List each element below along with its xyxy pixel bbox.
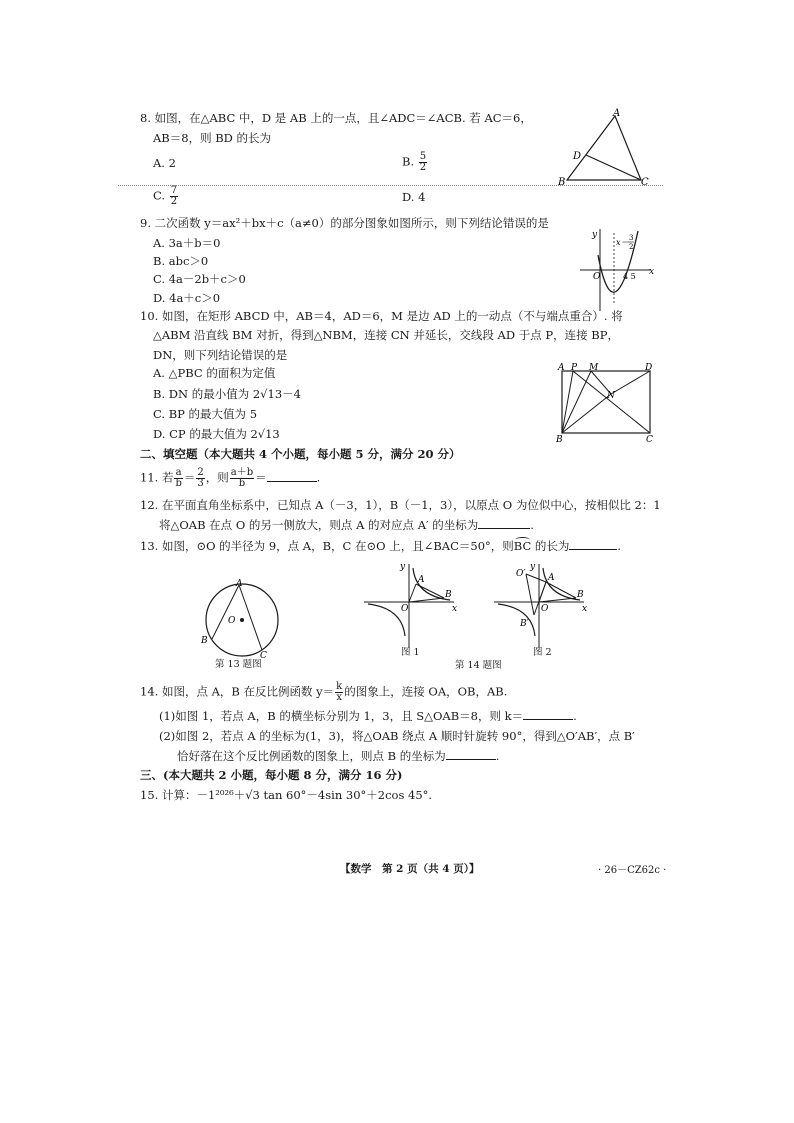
section-2-heading: 二、填空题（本大题共 4 个小题，每小题 5 分，满分 20 分）	[140, 447, 461, 461]
q9-label-origin: O	[593, 272, 601, 282]
q14-part2-answer-blank[interactable]	[446, 759, 496, 760]
q13-label-o: O	[228, 616, 236, 626]
q10-line3: DN，则下列结论错误的是	[153, 348, 288, 362]
q9-option-a: A. 3a＋b＝0	[153, 236, 221, 250]
q10-option-d: D. CP 的最大值为 2√13	[153, 427, 280, 441]
q12-line2: 将△OAB 在点 O 的另一侧放大，则点 A 的对应点 A′ 的坐标为 .	[159, 518, 534, 532]
q9-axis-label: x＝	[616, 238, 629, 247]
fig2-label-x: x	[582, 604, 588, 614]
q14-figure-1	[360, 560, 460, 652]
q15-line: 15. 计算：－1²⁰²⁶＋√3 tan 60°－4sin 30°＋2cos 45°.	[140, 788, 433, 802]
q13-line: 13. 如图，⊙O 的半径为 9，点 A，B，C 在⊙O 上，且∠BAC＝50°，则BC 的长为 .	[140, 539, 622, 553]
fig2-label-b-prime: B′	[520, 619, 529, 629]
fig1-label-a: A	[418, 575, 425, 585]
q10-option-c: C. BP 的最大值为 5	[153, 407, 258, 421]
q8-line1: 8. 如图，在△ABC 中，D 是 AB 上的一点，且∠ADC＝∠ACB. 若 AC＝6，	[140, 111, 532, 125]
q14-part1: (1)如图 1，若点 A，B 的横坐标分别为 1，3，且 S△OAB＝8，则 k＝ .	[159, 709, 577, 723]
q8-label-c: C	[641, 177, 649, 188]
q14-figure-caption: 第 14 题图	[455, 660, 502, 671]
q8-option-c: C. $\frac{7}{2}$	[153, 185, 178, 207]
q10-line1: 10. 如图，在矩形 ABCD 中，AB＝4，AD＝6，M 是边 AD 上的一动点（不与端点重合）. 将	[140, 309, 623, 323]
q9-option-b: B. abc＞0	[153, 254, 209, 268]
q13-answer-blank[interactable]	[569, 549, 617, 550]
q10-rectangle-figure	[553, 362, 658, 442]
q12-line1: 12. 在平面直角坐标系中，已知点 A（－3，1），B（－1，3），以原点 O 为位似中心，按相似比 2：1	[140, 498, 661, 512]
fig2-label-b: B	[577, 590, 584, 600]
q13-label-b: B	[201, 636, 208, 646]
fig1-caption: 图 1	[401, 647, 420, 658]
q13-circle-figure	[196, 575, 288, 660]
q9-tick-labels: 4 5	[623, 272, 636, 281]
fig2-label-a: A	[548, 573, 555, 583]
q13-figure-caption: 第 13 题图	[215, 659, 262, 670]
q10-label-n: N	[607, 391, 615, 401]
q9-parabola-figure	[578, 225, 658, 315]
footer-page-info: 【数学 第 2 页（共 4 页）】	[340, 863, 480, 875]
fig1-label-o: O	[401, 604, 409, 614]
q14-part2-line1: (2)如图 2，若点 A 的坐标为(1，3)，将△OAB 绕点 A 顺时针旋转 90°，得到△O′AB′，点 B′	[159, 729, 635, 743]
q14-part1-answer-blank[interactable]	[523, 719, 573, 720]
q10-label-c: C	[646, 435, 653, 442]
q11-answer-blank[interactable]	[267, 481, 317, 482]
q9-axis-num: 3	[629, 234, 634, 242]
fig1-label-y: y	[400, 562, 406, 572]
fig2-label-y: y	[530, 562, 536, 572]
q8-line2: AB＝8，则 BD 的长为	[153, 131, 272, 145]
q10-label-p: P	[571, 363, 578, 373]
q10-option-a: A. △PBC 的面积为定值	[153, 366, 276, 380]
q8-label-a: A	[613, 108, 621, 119]
q9-axis-den: 2	[629, 243, 634, 251]
q8-option-b: B. $\frac{5}{2}$	[402, 151, 427, 173]
footer-code: · 26－CZ62c ·	[598, 865, 667, 876]
fig2-caption: 图 2	[533, 647, 552, 658]
q8-triangle-figure	[555, 108, 655, 188]
q9-option-d: D. 4a＋c＞0	[153, 291, 221, 305]
q13-label-a: A	[236, 579, 243, 589]
q8-label-d: D	[573, 151, 582, 162]
q10-label-b: B	[556, 435, 563, 442]
fig2-label-o: O	[541, 604, 549, 614]
q10-label-m: M	[589, 363, 599, 373]
q14-figure-2	[490, 560, 590, 652]
q10-label-d: D	[645, 363, 653, 373]
q9-option-c: C. 4a－2b＋c＞0	[153, 272, 246, 286]
q14-line1: 14. 如图，点 A，B 在反比例函数 y＝ $\frac{k}{x}$ 的图象上，连接 OA，OB，AB.	[140, 681, 508, 703]
q13-label-c: C	[260, 651, 267, 660]
q10-option-b: B. DN 的最小值为 2√13－4	[153, 387, 301, 401]
q8-option-a: A. 2	[153, 156, 176, 170]
q12-answer-blank[interactable]	[478, 528, 530, 529]
q11-line: 11. 若 $\frac{a}{b}$ ＝ $\frac{2}{3}$ ，则 $\frac{a+b}{b}$ ＝ .	[140, 467, 321, 489]
q9-line1: 9. 二次函数 y＝ax²＋bx＋c（a≠0）的部分图象如图所示，则下列结论错误的是	[140, 216, 549, 230]
fig1-label-b: B	[445, 590, 452, 600]
q9-label-x: x	[649, 267, 655, 277]
q9-label-y: y	[592, 230, 598, 240]
q13-arc-bc: BC	[513, 539, 532, 553]
fig1-label-x: x	[452, 604, 458, 614]
q10-label-a: A	[558, 363, 565, 373]
q8-label-b: B	[558, 177, 566, 188]
section-3-heading: 三、(本大题共 2 小题，每小题 8 分，满分 16 分)	[140, 768, 403, 782]
q10-line2: △ABM 沿直线 BM 对折，得到△NBM，连接 CN 并延长，交线段 AD 于点 P，连接 BP，	[153, 328, 619, 342]
fig2-label-o-prime: O′	[516, 569, 526, 579]
q8-option-d: D. 4	[402, 190, 426, 204]
q14-part2-line2: 恰好落在这个反比例函数的图象上，则点 B 的坐标为 .	[177, 749, 500, 763]
